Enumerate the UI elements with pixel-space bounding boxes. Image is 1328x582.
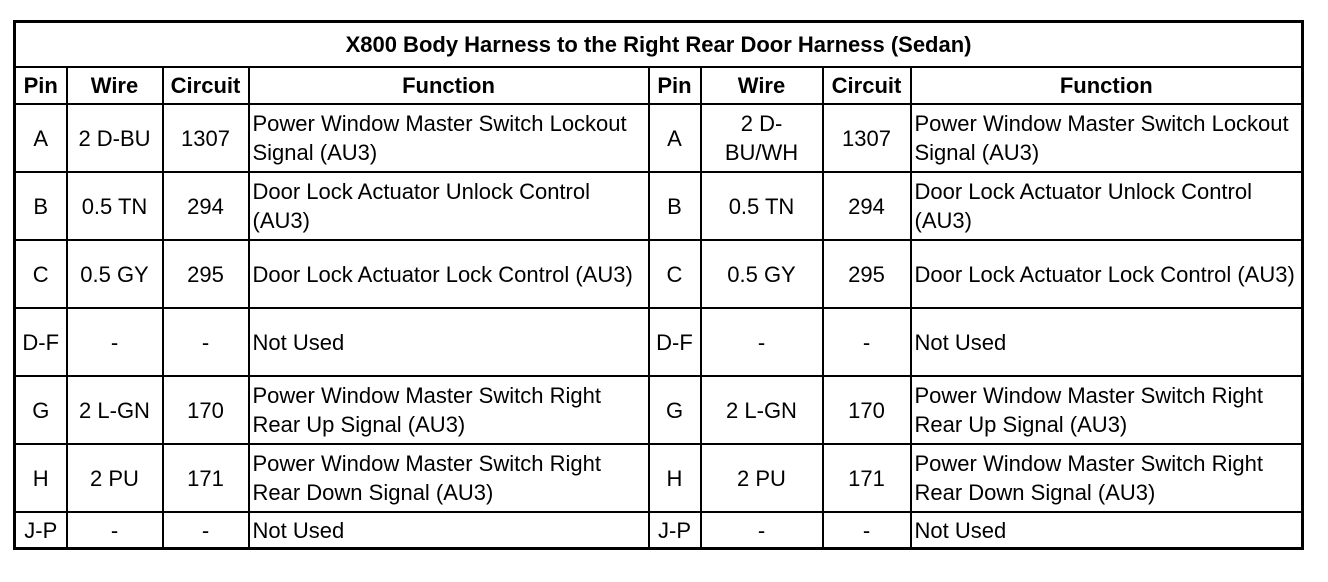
function-cell: Door Lock Actuator Unlock Control (AU3) [911, 172, 1303, 240]
wire-cell: 2 L-GN [701, 376, 823, 444]
pin-cell: G [649, 376, 701, 444]
header-wire: Wire [701, 67, 823, 104]
pin-cell: J-P [15, 512, 67, 549]
table-row [15, 512, 1303, 549]
table-row [15, 376, 1303, 444]
function-cell: Door Lock Actuator Lock Control (AU3) [249, 240, 649, 308]
circuit-cell: 171 [823, 444, 911, 512]
function-cell: Not Used [249, 308, 649, 376]
wire-cell: 2 PU [67, 444, 163, 512]
function-cell: Not Used [249, 512, 649, 549]
wire-cell: - [701, 308, 823, 376]
header-pin: Pin [15, 67, 67, 104]
function-cell: Not Used [911, 308, 1303, 376]
header-circuit: Circuit [163, 67, 249, 104]
table-row [15, 444, 1303, 512]
circuit-cell: - [823, 308, 911, 376]
table-row [15, 104, 1303, 172]
header-pin: Pin [649, 67, 701, 104]
pin-cell: D-F [15, 308, 67, 376]
function-cell: Not Used [911, 512, 1303, 549]
wire-cell: 0.5 GY [701, 240, 823, 308]
pin-cell: J-P [649, 512, 701, 549]
pin-cell: H [649, 444, 701, 512]
pin-cell: A [15, 104, 67, 172]
header-circuit: Circuit [823, 67, 911, 104]
wire-cell: - [701, 512, 823, 549]
circuit-cell: - [163, 308, 249, 376]
pin-cell: H [15, 444, 67, 512]
pin-cell: D-F [649, 308, 701, 376]
table-row [15, 172, 1303, 240]
pin-cell: B [649, 172, 701, 240]
function-cell: Power Window Master Switch Right Rear Up Signal (AU3) [911, 376, 1303, 444]
circuit-cell: 294 [823, 172, 911, 240]
circuit-cell: - [823, 512, 911, 549]
pin-cell: G [15, 376, 67, 444]
circuit-cell: 294 [163, 172, 249, 240]
wire-cell: 2 L-GN [67, 376, 163, 444]
wire-cell: 2 D-BU [67, 104, 163, 172]
wire-cell: - [67, 308, 163, 376]
header-function: Function [249, 67, 649, 104]
header-wire: Wire [67, 67, 163, 104]
wire-cell: - [67, 512, 163, 549]
wire-cell: 0.5 GY [67, 240, 163, 308]
function-cell: Power Window Master Switch Right Rear Down Signal (AU3) [911, 444, 1303, 512]
function-cell: Door Lock Actuator Lock Control (AU3) [911, 240, 1303, 308]
pin-cell: A [649, 104, 701, 172]
wire-cell: 2 D-BU/WH [701, 104, 823, 172]
circuit-cell: 1307 [163, 104, 249, 172]
function-cell: Power Window Master Switch Right Rear Up Signal (AU3) [249, 376, 649, 444]
wire-cell: 0.5 TN [701, 172, 823, 240]
circuit-cell: 295 [823, 240, 911, 308]
function-cell: Power Window Master Switch Right Rear Down Signal (AU3) [249, 444, 649, 512]
table-row [15, 240, 1303, 308]
pin-cell: C [15, 240, 67, 308]
circuit-cell: 170 [823, 376, 911, 444]
function-cell: Door Lock Actuator Unlock Control (AU3) [249, 172, 649, 240]
pin-cell: B [15, 172, 67, 240]
wire-cell: 2 PU [701, 444, 823, 512]
circuit-cell: - [163, 512, 249, 549]
circuit-cell: 170 [163, 376, 249, 444]
circuit-cell: 295 [163, 240, 249, 308]
wire-cell: 0.5 TN [67, 172, 163, 240]
function-cell: Power Window Master Switch Lockout Signal (AU3) [911, 104, 1303, 172]
table-title: X800 Body Harness to the Right Rear Door Harness (Sedan) [15, 22, 1303, 68]
circuit-cell: 171 [163, 444, 249, 512]
table-row [15, 308, 1303, 376]
header-function: Function [911, 67, 1303, 104]
circuit-cell: 1307 [823, 104, 911, 172]
function-cell: Power Window Master Switch Lockout Signal (AU3) [249, 104, 649, 172]
pin-cell: C [649, 240, 701, 308]
connector-table [13, 20, 1304, 550]
